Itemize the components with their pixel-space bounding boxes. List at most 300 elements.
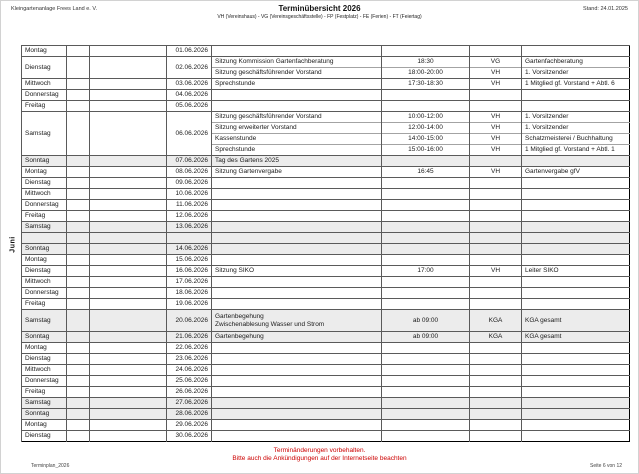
table-row [22, 332, 630, 343]
time-cell [382, 233, 470, 244]
event-cell [212, 222, 382, 233]
event-cell [212, 90, 382, 101]
marker-cell-1 [67, 332, 90, 343]
code-cell: VH [470, 123, 522, 134]
day-cell: Donnerstag [22, 90, 67, 101]
change-notice [1, 447, 638, 463]
month-label-column [6, 45, 20, 443]
event-cell [212, 233, 382, 244]
table-row [22, 354, 630, 365]
marker-cell-2 [90, 244, 167, 255]
note-cell [522, 255, 630, 266]
time-cell: 18:00-20:00 [382, 68, 470, 79]
code-cell [470, 299, 522, 310]
note-cell [522, 343, 630, 354]
marker-cell-2 [90, 288, 167, 299]
table-row [22, 178, 630, 189]
time-cell [382, 365, 470, 376]
marker-cell-1 [67, 101, 90, 112]
event-cell [212, 189, 382, 200]
date-cell: 13.06.2026 [167, 222, 212, 233]
day-cell: Sonntag [22, 409, 67, 420]
date-cell: 04.06.2026 [167, 90, 212, 101]
note-cell [522, 387, 630, 398]
time-cell [382, 222, 470, 233]
note-cell: Gartenvergabe gfV [522, 167, 630, 178]
page-number: Seite 6 von 12 [590, 463, 622, 469]
marker-cell-2 [90, 211, 167, 222]
day-cell: Donnerstag [22, 200, 67, 211]
event-cell [212, 398, 382, 409]
table-row [22, 409, 630, 420]
day-cell: Donnerstag [22, 288, 67, 299]
code-cell [470, 343, 522, 354]
date-cell: 30.06.2026 [167, 431, 212, 442]
table-row [22, 387, 630, 398]
table-row [22, 266, 630, 277]
event-cell [212, 387, 382, 398]
note-cell [522, 200, 630, 211]
time-cell [382, 288, 470, 299]
date-cell: 07.06.2026 [167, 156, 212, 167]
marker-cell-1 [67, 409, 90, 420]
marker-cell-2 [90, 398, 167, 409]
day-cell: Dienstag [22, 354, 67, 365]
event-cell: Sitzung geschäftsführender Vorstand [212, 112, 382, 123]
code-cell [470, 46, 522, 57]
marker-cell-1 [67, 46, 90, 57]
date-cell: 06.06.2026 [167, 112, 212, 156]
code-cell [470, 244, 522, 255]
code-cell: VH [470, 134, 522, 145]
date-cell: 03.06.2026 [167, 79, 212, 90]
code-cell [470, 90, 522, 101]
marker-cell-1 [67, 57, 90, 79]
time-cell: ab 09:00 [382, 332, 470, 343]
note-cell [522, 431, 630, 442]
note-cell [522, 211, 630, 222]
marker-cell-2 [90, 101, 167, 112]
schedule-table-wrap [21, 45, 630, 442]
code-cell: VH [470, 68, 522, 79]
time-cell [382, 200, 470, 211]
marker-cell-2 [90, 233, 167, 244]
schedule-table [21, 45, 630, 442]
date-cell: 01.06.2026 [167, 46, 212, 57]
table-row [22, 101, 630, 112]
date-cell: 11.06.2026 [167, 200, 212, 211]
date-cell: 22.06.2026 [167, 343, 212, 354]
code-cell [470, 398, 522, 409]
date-cell: 14.06.2026 [167, 244, 212, 255]
event-cell: Sitzung Gartenvergabe [212, 167, 382, 178]
table-row [22, 343, 630, 354]
marker-cell-1 [67, 288, 90, 299]
marker-cell-2 [90, 112, 167, 156]
table-row [22, 79, 630, 90]
day-cell: Mittwoch [22, 365, 67, 376]
table-row [22, 200, 630, 211]
marker-cell-2 [90, 167, 167, 178]
date-cell: 19.06.2026 [167, 299, 212, 310]
event-cell: Kassenstunde [212, 134, 382, 145]
event-cell [212, 409, 382, 420]
time-cell: 14:00-15:00 [382, 134, 470, 145]
note-cell [522, 288, 630, 299]
code-cell [470, 211, 522, 222]
note-cell [522, 46, 630, 57]
day-cell: Freitag [22, 211, 67, 222]
legend-subtitle: VH (Vereinshaus) - VG (Vereinsgeschäftsstelle) - FP (Festplatz) - FE (Ferien) - FT (Feiertag) [217, 14, 422, 20]
marker-cell-2 [90, 387, 167, 398]
table-row [22, 244, 630, 255]
marker-cell-2 [90, 277, 167, 288]
day-cell: Sonntag [22, 244, 67, 255]
time-cell [382, 387, 470, 398]
table-row [22, 288, 630, 299]
marker-cell-2 [90, 266, 167, 277]
code-cell [470, 387, 522, 398]
code-cell [470, 288, 522, 299]
event-cell [212, 101, 382, 112]
event-cell: Sitzung erweiterter Vorstand [212, 123, 382, 134]
note-cell [522, 178, 630, 189]
note-cell [522, 398, 630, 409]
marker-cell-2 [90, 299, 167, 310]
marker-cell-2 [90, 409, 167, 420]
day-cell: Montag [22, 255, 67, 266]
note-cell: KGA gesamt [522, 310, 630, 332]
marker-cell-1 [67, 79, 90, 90]
table-row [22, 255, 630, 266]
code-cell [470, 431, 522, 442]
time-cell: 10:00-12:00 [382, 112, 470, 123]
marker-cell-2 [90, 310, 167, 332]
marker-cell-1 [67, 167, 90, 178]
code-cell [470, 189, 522, 200]
marker-cell-2 [90, 431, 167, 442]
day-cell: Sonntag [22, 332, 67, 343]
day-cell: Freitag [22, 387, 67, 398]
marker-cell-2 [90, 90, 167, 101]
table-row [22, 376, 630, 387]
marker-cell-2 [90, 178, 167, 189]
day-cell: Samstag [22, 222, 67, 233]
note-cell [522, 365, 630, 376]
date-cell: 18.06.2026 [167, 288, 212, 299]
event-cell [212, 343, 382, 354]
code-cell [470, 420, 522, 431]
day-cell: Montag [22, 167, 67, 178]
note-cell: Leiter SIKO [522, 266, 630, 277]
marker-cell-2 [90, 46, 167, 57]
table-row [22, 46, 630, 57]
code-cell [470, 200, 522, 211]
date-cell: 12.06.2026 [167, 211, 212, 222]
marker-cell-1 [67, 299, 90, 310]
note-cell: 1 Mitglied gf. Vorstand + Abtl. 6 [522, 79, 630, 90]
day-cell: Montag [22, 420, 67, 431]
date-cell: 29.06.2026 [167, 420, 212, 431]
event-cell [212, 420, 382, 431]
note-cell [522, 90, 630, 101]
marker-cell-1 [67, 398, 90, 409]
note-cell [522, 420, 630, 431]
code-cell [470, 376, 522, 387]
day-cell: Mittwoch [22, 189, 67, 200]
marker-cell-2 [90, 200, 167, 211]
event-cell [212, 178, 382, 189]
marker-cell-1 [67, 431, 90, 442]
time-cell [382, 189, 470, 200]
marker-cell-1 [67, 277, 90, 288]
code-cell [470, 255, 522, 266]
time-cell: 12:00-14:00 [382, 123, 470, 134]
marker-cell-2 [90, 156, 167, 167]
marker-cell-2 [90, 332, 167, 343]
marker-cell-2 [90, 222, 167, 233]
code-cell [470, 365, 522, 376]
date-cell: 23.06.2026 [167, 354, 212, 365]
marker-cell-1 [67, 310, 90, 332]
marker-cell-2 [90, 354, 167, 365]
date-cell: 27.06.2026 [167, 398, 212, 409]
change-notice-line1: Terminänderungen vorbehalten. [273, 447, 366, 454]
marker-cell-1 [67, 222, 90, 233]
time-cell [382, 376, 470, 387]
event-cell [212, 46, 382, 57]
month-label: Juni [9, 235, 17, 253]
event-cell [212, 431, 382, 442]
time-cell [382, 343, 470, 354]
time-cell [382, 211, 470, 222]
marker-cell-1 [67, 354, 90, 365]
note-cell [522, 189, 630, 200]
date-cell: 28.06.2026 [167, 409, 212, 420]
table-row [22, 420, 630, 431]
time-cell [382, 299, 470, 310]
note-cell [522, 156, 630, 167]
time-cell [382, 354, 470, 365]
event-cell: Sitzung SIKO [212, 266, 382, 277]
marker-cell-2 [90, 420, 167, 431]
time-cell [382, 420, 470, 431]
code-cell [470, 409, 522, 420]
time-cell [382, 431, 470, 442]
day-cell: Mittwoch [22, 79, 67, 90]
marker-cell-2 [90, 365, 167, 376]
page-title: Terminübersicht 2026 [278, 4, 361, 13]
time-cell [382, 156, 470, 167]
spacer-row [22, 233, 630, 244]
event-cell: Sprechstunde [212, 79, 382, 90]
note-cell [522, 101, 630, 112]
marker-cell-1 [67, 244, 90, 255]
date-cell: 20.06.2026 [167, 310, 212, 332]
date-cell: 05.06.2026 [167, 101, 212, 112]
code-cell: VH [470, 266, 522, 277]
marker-cell-1 [67, 189, 90, 200]
note-cell: 1. Vorsitzender [522, 112, 630, 123]
note-cell [522, 376, 630, 387]
time-cell: 17:30-18:30 [382, 79, 470, 90]
day-cell [22, 233, 67, 244]
code-cell: KGA [470, 332, 522, 343]
event-cell [212, 299, 382, 310]
marker-cell-1 [67, 90, 90, 101]
day-cell: Dienstag [22, 178, 67, 189]
time-cell [382, 178, 470, 189]
marker-cell-2 [90, 79, 167, 90]
date-cell: 24.06.2026 [167, 365, 212, 376]
date-cell: 02.06.2026 [167, 57, 212, 79]
day-cell: Freitag [22, 101, 67, 112]
date-cell: 10.06.2026 [167, 189, 212, 200]
time-cell [382, 398, 470, 409]
marker-cell-1 [67, 156, 90, 167]
event-cell: Sitzung Kommission Gartenfachberatung [212, 57, 382, 68]
day-cell: Samstag [22, 310, 67, 332]
time-cell [382, 409, 470, 420]
table-row [22, 431, 630, 442]
code-cell [470, 233, 522, 244]
schedule-table-body [22, 46, 630, 442]
time-cell: 18:30 [382, 57, 470, 68]
date-cell: 16.06.2026 [167, 266, 212, 277]
day-cell: Dienstag [22, 431, 67, 442]
code-cell: VH [470, 112, 522, 123]
code-cell [470, 222, 522, 233]
table-row [22, 112, 630, 123]
code-cell [470, 101, 522, 112]
event-cell [212, 255, 382, 266]
code-cell: VG [470, 57, 522, 68]
day-cell: Samstag [22, 398, 67, 409]
code-cell: VH [470, 79, 522, 90]
date-cell: 25.06.2026 [167, 376, 212, 387]
note-cell [522, 277, 630, 288]
marker-cell-1 [67, 420, 90, 431]
table-row [22, 222, 630, 233]
revision-date: Stand: 24.01.2025 [583, 6, 628, 12]
document-name: Terminplan_2026 [31, 463, 70, 469]
table-row [22, 310, 630, 332]
note-cell [522, 244, 630, 255]
day-cell: Freitag [22, 299, 67, 310]
time-cell [382, 255, 470, 266]
event-cell: Tag des Gartens 2025 [212, 156, 382, 167]
code-cell [470, 277, 522, 288]
table-row [22, 211, 630, 222]
time-cell: 17:00 [382, 266, 470, 277]
date-cell [167, 233, 212, 244]
change-notice-line2: Bitte auch die Ankündigungen auf der Internetseite beachten [232, 455, 407, 462]
time-cell [382, 244, 470, 255]
event-cell [212, 354, 382, 365]
code-cell [470, 354, 522, 365]
event-cell: Sitzung geschäftsführender Vorstand [212, 68, 382, 79]
table-row [22, 156, 630, 167]
note-cell: 1 Mitglied gf. Vorstand + Abtl. 1 [522, 145, 630, 156]
marker-cell-1 [67, 178, 90, 189]
note-cell [522, 354, 630, 365]
time-cell: 15:00-16:00 [382, 145, 470, 156]
day-cell: Dienstag [22, 57, 67, 79]
note-cell [522, 299, 630, 310]
table-row [22, 277, 630, 288]
day-cell: Sonntag [22, 156, 67, 167]
table-row [22, 57, 630, 68]
header-center [1, 4, 638, 20]
time-cell [382, 90, 470, 101]
marker-cell-2 [90, 343, 167, 354]
time-cell [382, 46, 470, 57]
event-cell [212, 244, 382, 255]
code-cell: KGA [470, 310, 522, 332]
marker-cell-2 [90, 376, 167, 387]
day-cell: Montag [22, 46, 67, 57]
time-cell: 16:45 [382, 167, 470, 178]
marker-cell-1 [67, 376, 90, 387]
marker-cell-2 [90, 57, 167, 79]
event-cell [212, 200, 382, 211]
code-cell [470, 178, 522, 189]
note-cell [522, 233, 630, 244]
code-cell [470, 156, 522, 167]
day-cell: Mittwoch [22, 277, 67, 288]
marker-cell-2 [90, 189, 167, 200]
table-row [22, 189, 630, 200]
table-row [22, 90, 630, 101]
marker-cell-1 [67, 387, 90, 398]
note-cell [522, 222, 630, 233]
date-cell: 09.06.2026 [167, 178, 212, 189]
event-cell: Sprechstunde [212, 145, 382, 156]
date-cell: 08.06.2026 [167, 167, 212, 178]
day-cell: Donnerstag [22, 376, 67, 387]
code-cell: VH [470, 167, 522, 178]
org-name: Kleingartenanlage Frees Land e. V. [11, 6, 98, 12]
day-cell: Dienstag [22, 266, 67, 277]
marker-cell-1 [67, 211, 90, 222]
marker-cell-1 [67, 112, 90, 156]
marker-cell-1 [67, 200, 90, 211]
note-cell: 1. Vorsitzender [522, 68, 630, 79]
note-cell: Schatzmeisterei / Buchhaltung [522, 134, 630, 145]
date-cell: 21.06.2026 [167, 332, 212, 343]
code-cell: VH [470, 145, 522, 156]
date-cell: 26.06.2026 [167, 387, 212, 398]
event-cell [212, 288, 382, 299]
event-cell [212, 365, 382, 376]
time-cell [382, 277, 470, 288]
event-cell: Gartenbegehung [212, 332, 382, 343]
date-cell: 15.06.2026 [167, 255, 212, 266]
day-cell: Montag [22, 343, 67, 354]
table-row [22, 365, 630, 376]
note-cell: 1. Vorsitzender [522, 123, 630, 134]
note-cell: KGA gesamt [522, 332, 630, 343]
time-cell: ab 09:00 [382, 310, 470, 332]
day-cell: Samstag [22, 112, 67, 156]
table-row [22, 299, 630, 310]
table-row [22, 167, 630, 178]
time-cell [382, 101, 470, 112]
marker-cell-1 [67, 233, 90, 244]
date-cell: 17.06.2026 [167, 277, 212, 288]
event-cell: Gartenbegehung Zwischenablesung Wasser und Strom [212, 310, 382, 332]
note-cell [522, 409, 630, 420]
